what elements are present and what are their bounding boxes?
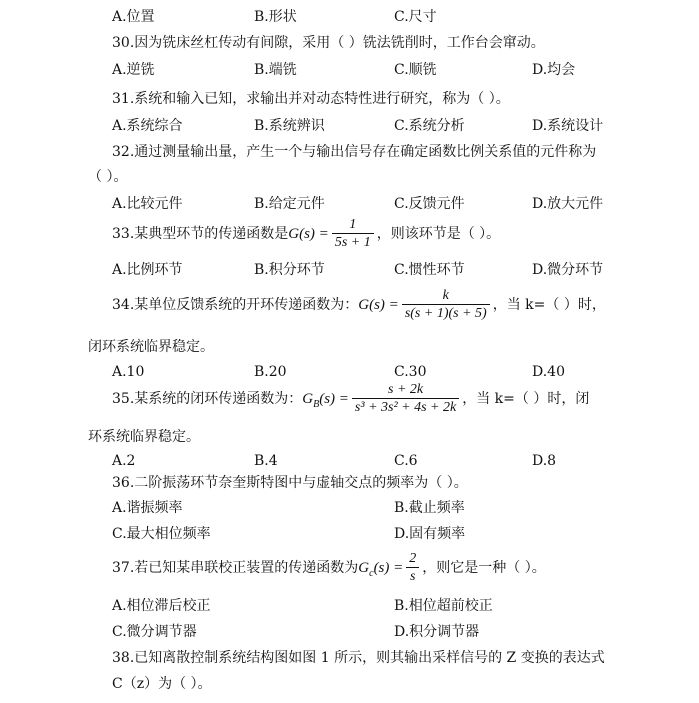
formula-symbol: G [358, 560, 370, 576]
option-d: D.放大元件 [532, 196, 604, 212]
formula-denominator: s(s + 1)(s + 5) [402, 304, 490, 323]
formula-fraction [352, 381, 459, 417]
formula-numerator: k [442, 288, 449, 303]
option-b: B.4 [254, 453, 278, 469]
option-c: C.系统分析 [394, 118, 465, 134]
option-a: A.谐振频率 [112, 500, 183, 516]
option-a: A.比较元件 [112, 196, 183, 212]
question-33-suffix: ，则该环节是（ ）。 [376, 226, 501, 242]
option-b: B.系统辨识 [254, 118, 325, 134]
option-c: C.最大相位频率 [112, 526, 211, 542]
formula-numerator: s + 2k [388, 382, 424, 397]
question-33-text [112, 216, 500, 252]
option-b: B.截止频率 [394, 500, 465, 516]
option-c: C.顺铣 [394, 62, 437, 78]
option-d: D.40 [532, 364, 565, 380]
question-35-text [112, 380, 589, 424]
formula-argument: (s) = [319, 391, 349, 407]
option-c: C.6 [394, 453, 418, 469]
question-30-text: 30.因为铣床丝杠传动有间隙，采用（ ）铣法铣削时，工作台会窜动。 [112, 35, 545, 51]
option-a: A.比例环节 [112, 262, 183, 278]
formula-lhs [358, 560, 404, 579]
formula-denominator: s³ + 3s² + 4s + 2k [352, 398, 459, 417]
formula-subscript: c [369, 568, 374, 579]
question-37-prefix: 37.若已知某串联校正装置的传递函数为 [112, 560, 359, 576]
formula-lhs: G(s) = [358, 297, 399, 313]
option-a: A.相位滞后校正 [112, 598, 211, 614]
option-b: B.相位超前校正 [394, 598, 493, 614]
formula-argument: (s) = [373, 560, 404, 576]
question-34-continuation: 闭环系统临界稳定。 [88, 339, 214, 355]
option-d: D.均会 [532, 62, 576, 78]
option-a: A.10 [112, 364, 145, 380]
option-a: A.逆铣 [112, 62, 155, 78]
option-d: D.微分环节 [532, 262, 604, 278]
question-31-text: 31.系统和输入已知，求输出并对动态特性进行研究，称为（ ）。 [112, 91, 510, 107]
formula-subscript: B [313, 399, 320, 410]
question-35-continuation: 环系统临界稳定。 [88, 429, 200, 445]
question-35-prefix: 35.某系统的闭环传递函数为： [112, 391, 303, 407]
option-d: D.积分调节器 [394, 624, 480, 640]
question-34-prefix: 34.某单位反馈系统的开环传递函数为： [112, 297, 359, 313]
question-38-text: 38.已知离散控制系统结构图如图 1 所示，则其输出采样信号的 Z 变换的表达式 [112, 650, 605, 666]
option-d: D.8 [532, 453, 557, 469]
question-37-suffix: ，则它是一种（ ）。 [422, 560, 546, 576]
option-c: C.尺寸 [394, 9, 437, 25]
option-b: B.端铣 [254, 62, 297, 78]
question-36-text: 36.二阶振荡环节奈奎斯特图中与虚轴交点的频率为（ ）。 [112, 475, 468, 491]
formula-fraction [406, 550, 419, 586]
question-32-blank: （ ）。 [88, 169, 128, 185]
option-c: C.惯性环节 [394, 262, 465, 278]
formula-lhs [302, 391, 349, 410]
question-33-prefix: 33.某典型环节的传递函数是 [112, 226, 289, 242]
formula-fraction [402, 287, 490, 323]
formula-symbol: G [302, 391, 314, 407]
option-c: C.反馈元件 [394, 196, 465, 212]
option-d: D.系统设计 [532, 118, 604, 134]
option-d: D.固有频率 [394, 526, 466, 542]
option-b: B.20 [254, 364, 287, 380]
question-38-continuation: C（z）为（ ）。 [112, 676, 212, 692]
formula-numerator: 2 [409, 551, 417, 566]
option-a: A.2 [112, 453, 136, 469]
question-34-suffix: ，当 k=（ ）时， [492, 297, 606, 313]
question-34-text [112, 286, 606, 324]
option-c: C.30 [394, 364, 427, 380]
formula-fraction [332, 216, 374, 252]
question-37-text [112, 548, 546, 594]
question-32-text: 32.通过测量输出量，产生一个与输出信号存在确定函数比例关系值的元件称为 [112, 144, 597, 160]
formula-denominator: s [406, 567, 419, 586]
formula-numerator: 1 [349, 217, 357, 232]
option-b: B.形状 [254, 9, 297, 25]
option-b: B.积分环节 [254, 262, 325, 278]
formula-denominator: 5s + 1 [332, 233, 374, 252]
option-c: C.微分调节器 [112, 624, 197, 640]
option-a: A.位置 [112, 9, 155, 25]
formula-lhs: G(s) = [288, 226, 329, 242]
option-b: B.给定元件 [254, 196, 325, 212]
option-a: A.系统综合 [112, 118, 183, 134]
question-35-suffix: ，当 k=（ ）时，闭 [462, 391, 590, 407]
